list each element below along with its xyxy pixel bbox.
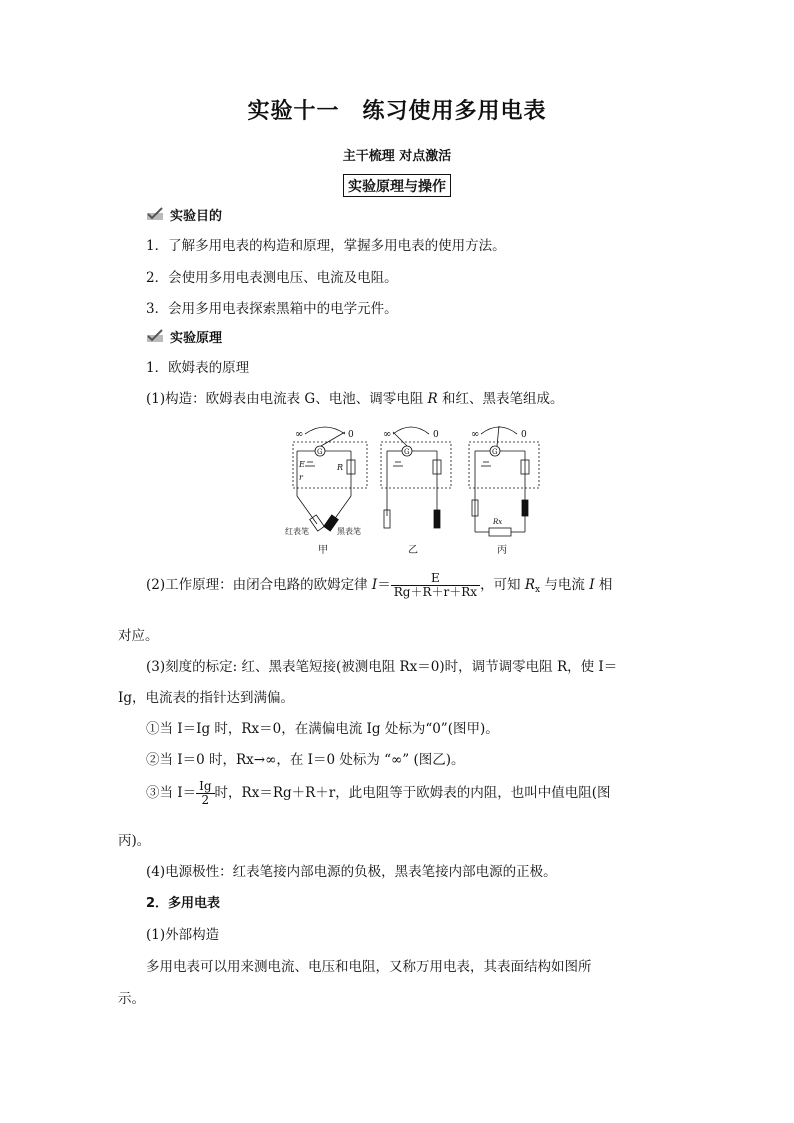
black-pen-label: 黑表笔: [337, 527, 361, 536]
scale-case-3-cont: 丙)。: [118, 833, 151, 849]
section-heading-purpose-label: 实验目的: [170, 208, 223, 224]
scale-case-1: ①当 I＝Ig 时，Rx＝0，在满偏电流 Ig 处标为“0”(图甲)。: [146, 721, 499, 737]
work-principle-cont: 对应。: [118, 628, 159, 644]
figure-label-b: 乙: [408, 545, 418, 556]
circuit-b: [381, 427, 451, 528]
emf-label: E: [299, 460, 305, 469]
scale-line-1: (3)刻度的标定: 红、黑表笔短接(被测电阻 Rx＝0)时，调节调零电阻 R，使 I＝: [146, 659, 618, 675]
page-title: 实验十一 练习使用多用电表: [247, 99, 547, 124]
rheostat-label: R: [337, 463, 344, 472]
infinity-label: ∞: [295, 429, 304, 440]
galvanometer-label: G: [404, 448, 410, 456]
principle-sub2: 2．多用电表: [146, 896, 221, 911]
principle-sub1: 1．欧姆表的原理: [146, 360, 250, 376]
multimeter-desc-2: 示。: [118, 991, 145, 1007]
figure-label-a: 甲: [318, 545, 328, 556]
multimeter-desc-1: 多用电表可以用来测电流、电压和电阻，又称万用电表，其表面结构如图所: [146, 959, 592, 975]
purpose-item-1: 1．了解多用电表的构造和原理，掌握多用电表的使用方法。: [146, 238, 506, 254]
boxed-heading-text: 实验原理与操作: [343, 174, 451, 197]
scale-case-2: ②当 I＝0 时，Rx→∞，在 I＝0 处标为 “∞” (图乙)。: [146, 752, 465, 768]
section-heading-principle: [146, 326, 222, 346]
galvanometer-label: G: [317, 448, 323, 456]
zero-label: 0: [348, 430, 354, 440]
purpose-item-3: 3．会用多用电表探索黑箱中的电学元件。: [146, 301, 398, 317]
ohm-law-fraction: $\frac{E}{Rg+R+r+Rx}$: [391, 572, 480, 599]
infinity-label: ∞: [471, 429, 480, 440]
check-icon: [146, 329, 166, 343]
check-icon: [146, 207, 166, 221]
internal-r-label: r: [299, 473, 303, 482]
page-subtitle: 主干梳理 对点激活: [342, 149, 452, 164]
purpose-item-2: 2．会使用多用电表测电压、电流及电阻。: [146, 270, 398, 286]
section-heading-purpose: [146, 204, 222, 224]
scale-line-2: Ig，电流表的指针达到满偏。: [118, 690, 294, 706]
zero-label: 0: [433, 430, 439, 440]
circuit-a: [285, 427, 367, 536]
external-structure: (1)外部构造: [146, 927, 220, 943]
section-heading-principle-label: 实验原理: [170, 330, 223, 346]
scale-case-3: ③当 I＝ $\frac{Ig}{2}$ 时，Rx＝Rg＋R＋r，此电阻等于欧姆表的内阻，也叫中值电阻(图: [146, 779, 611, 808]
circuit-c: [469, 426, 539, 536]
work-principle-line: (2)工作原理：由闭合电路的欧姆定律 I＝ $\frac{E}{Rg+R+r+Rx}$ ，可知 $R_x$ 与电流 I 相: [146, 571, 613, 600]
half-ig-fraction: $\frac{Ig}{2}$: [196, 780, 214, 807]
figure-label-c: 丙: [497, 545, 507, 556]
ohmmeter-circuit-figure: [285, 420, 545, 560]
galvanometer-label: G: [492, 448, 498, 456]
boxed-heading: [0, 174, 794, 197]
construct-line: (1)构造：欧姆表由电流表 G、电池、调零电阻 R 和红、黑表笔组成。: [146, 391, 564, 407]
red-pen-label: 红表笔: [285, 527, 309, 536]
polarity-line: (4)电源极性：红表笔接内部电源的负极，黑表笔接内部电源的正极。: [146, 864, 557, 880]
zero-label: 0: [521, 430, 527, 440]
rx-label: Rx: [493, 518, 503, 526]
infinity-label: ∞: [383, 429, 392, 440]
